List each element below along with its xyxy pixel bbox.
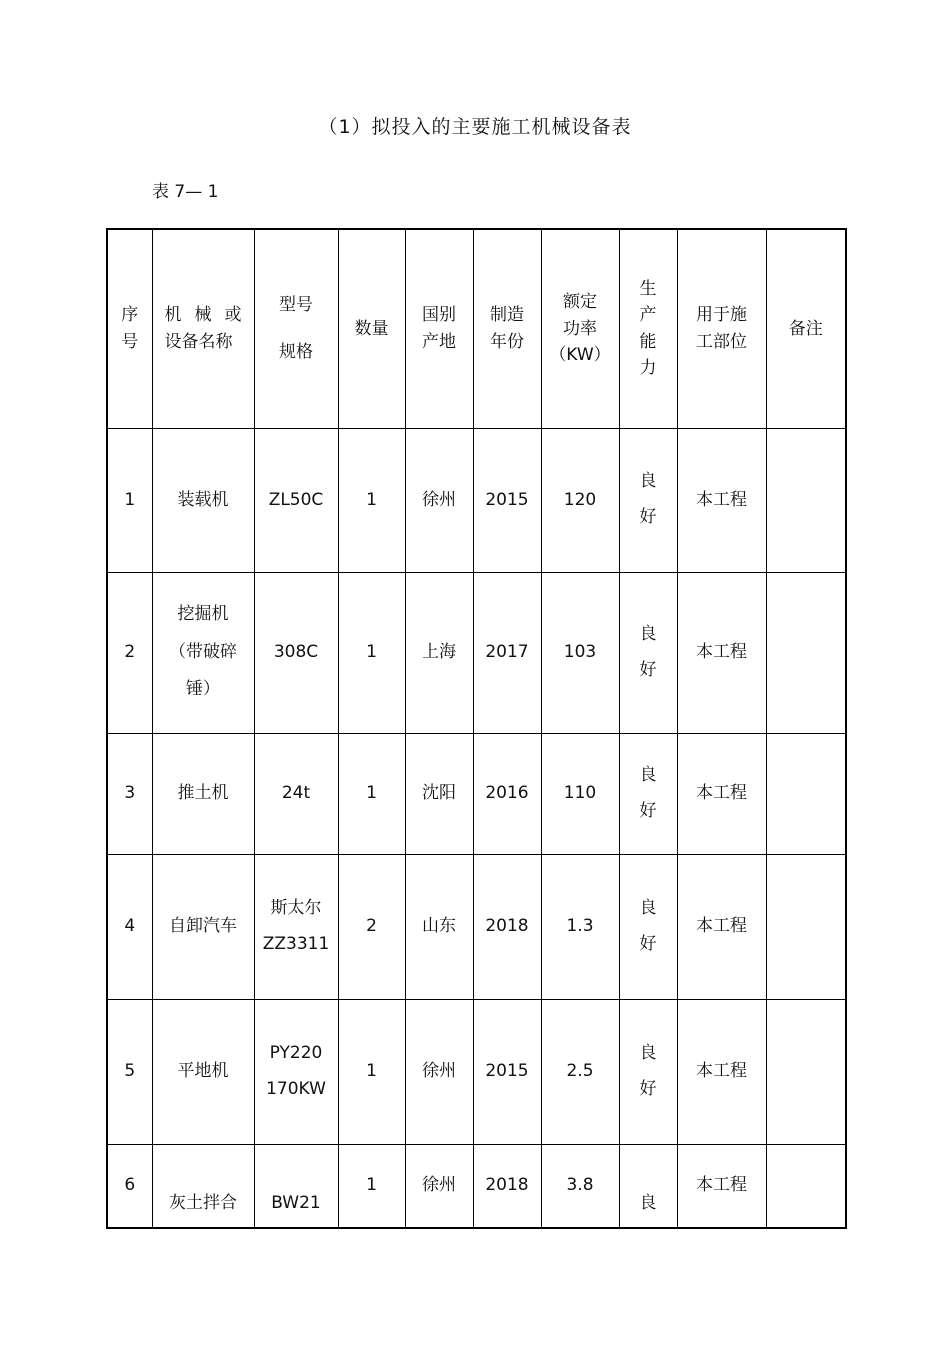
cell-use: 本工程 — [677, 733, 766, 854]
header-seq: 序号 — [107, 229, 152, 428]
cell-name: 灰土拌合 — [152, 1144, 254, 1228]
cell-note — [766, 733, 846, 854]
cell-origin: 沈阳 — [405, 733, 473, 854]
table-row — [107, 572, 846, 733]
cell-note — [766, 854, 846, 999]
cell-power: 103 — [541, 572, 619, 733]
cell-name: 推土机 — [152, 733, 254, 854]
cell-note — [766, 999, 846, 1144]
cell-note — [766, 428, 846, 572]
header-year: 制造 年份 — [473, 229, 541, 428]
cell-note — [766, 572, 846, 733]
header-qty: 数量 — [338, 229, 405, 428]
cell-origin: 山东 — [405, 854, 473, 999]
cell-power: 3.8 — [541, 1144, 619, 1228]
cell-power: 110 — [541, 733, 619, 854]
cell-capacity: 良 好 — [619, 999, 677, 1144]
cell-year: 2016 — [473, 733, 541, 854]
cell-seq: 4 — [107, 854, 152, 999]
cell-model: 24t — [254, 733, 338, 854]
cell-use: 本工程 — [677, 854, 766, 999]
cell-origin: 徐州 — [405, 999, 473, 1144]
cell-power: 120 — [541, 428, 619, 572]
cell-origin: 徐州 — [405, 1144, 473, 1228]
cell-year: 2015 — [473, 999, 541, 1144]
cell-capacity: 良 好 — [619, 733, 677, 854]
header-name: 机 械 或 设备名称 — [152, 229, 254, 428]
cell-origin: 上海 — [405, 572, 473, 733]
cell-use: 本工程 — [677, 428, 766, 572]
table-row — [107, 854, 846, 999]
table-row — [107, 428, 846, 572]
header-row — [107, 229, 846, 428]
table-row — [107, 1144, 846, 1228]
cell-power: 2.5 — [541, 999, 619, 1144]
cell-seq: 5 — [107, 999, 152, 1144]
cell-year: 2017 — [473, 572, 541, 733]
table-row — [107, 733, 846, 854]
cell-name: 平地机 — [152, 999, 254, 1144]
page-title: （1）拟投入的主要施工机械设备表 — [318, 116, 632, 138]
cell-year: 2015 — [473, 428, 541, 572]
cell-name: 装载机 — [152, 428, 254, 572]
cell-capacity: 良 — [619, 1144, 677, 1228]
header-power: 额定 功率 （KW） — [541, 229, 619, 428]
cell-use: 本工程 — [677, 1144, 766, 1228]
header-model: 型号 规格 — [254, 229, 338, 428]
table-number: 表 7— 1 — [152, 182, 219, 202]
cell-model: ZL50C — [254, 428, 338, 572]
cell-capacity: 良 好 — [619, 854, 677, 999]
cell-qty: 1 — [338, 733, 405, 854]
cell-power: 1.3 — [541, 854, 619, 999]
cell-model: BW21 — [254, 1144, 338, 1228]
cell-qty: 1 — [338, 428, 405, 572]
cell-note — [766, 1144, 846, 1228]
cell-seq: 6 — [107, 1144, 152, 1228]
cell-qty: 1 — [338, 572, 405, 733]
table-row — [107, 999, 846, 1144]
header-use: 用于施 工部位 — [677, 229, 766, 428]
cell-seq: 1 — [107, 428, 152, 572]
cell-model: 308C — [254, 572, 338, 733]
cell-name: 挖掘机 （带破碎 锤） — [152, 572, 254, 733]
cell-use: 本工程 — [677, 572, 766, 733]
cell-seq: 3 — [107, 733, 152, 854]
cell-model: PY220 170KW — [254, 999, 338, 1144]
cell-year: 2018 — [473, 1144, 541, 1228]
header-note: 备注 — [766, 229, 846, 428]
cell-qty: 1 — [338, 1144, 405, 1228]
cell-use: 本工程 — [677, 999, 766, 1144]
cell-seq: 2 — [107, 572, 152, 733]
cell-qty: 2 — [338, 854, 405, 999]
cell-capacity: 良 好 — [619, 428, 677, 572]
cell-qty: 1 — [338, 999, 405, 1144]
header-origin: 国别 产地 — [405, 229, 473, 428]
header-capacity: 生 产 能 力 — [619, 229, 677, 428]
cell-origin: 徐州 — [405, 428, 473, 572]
equipment-table — [106, 228, 847, 1229]
cell-name: 自卸汽车 — [152, 854, 254, 999]
cell-capacity: 良 好 — [619, 572, 677, 733]
cell-year: 2018 — [473, 854, 541, 999]
cell-model: 斯太尔 ZZ3311 — [254, 854, 338, 999]
